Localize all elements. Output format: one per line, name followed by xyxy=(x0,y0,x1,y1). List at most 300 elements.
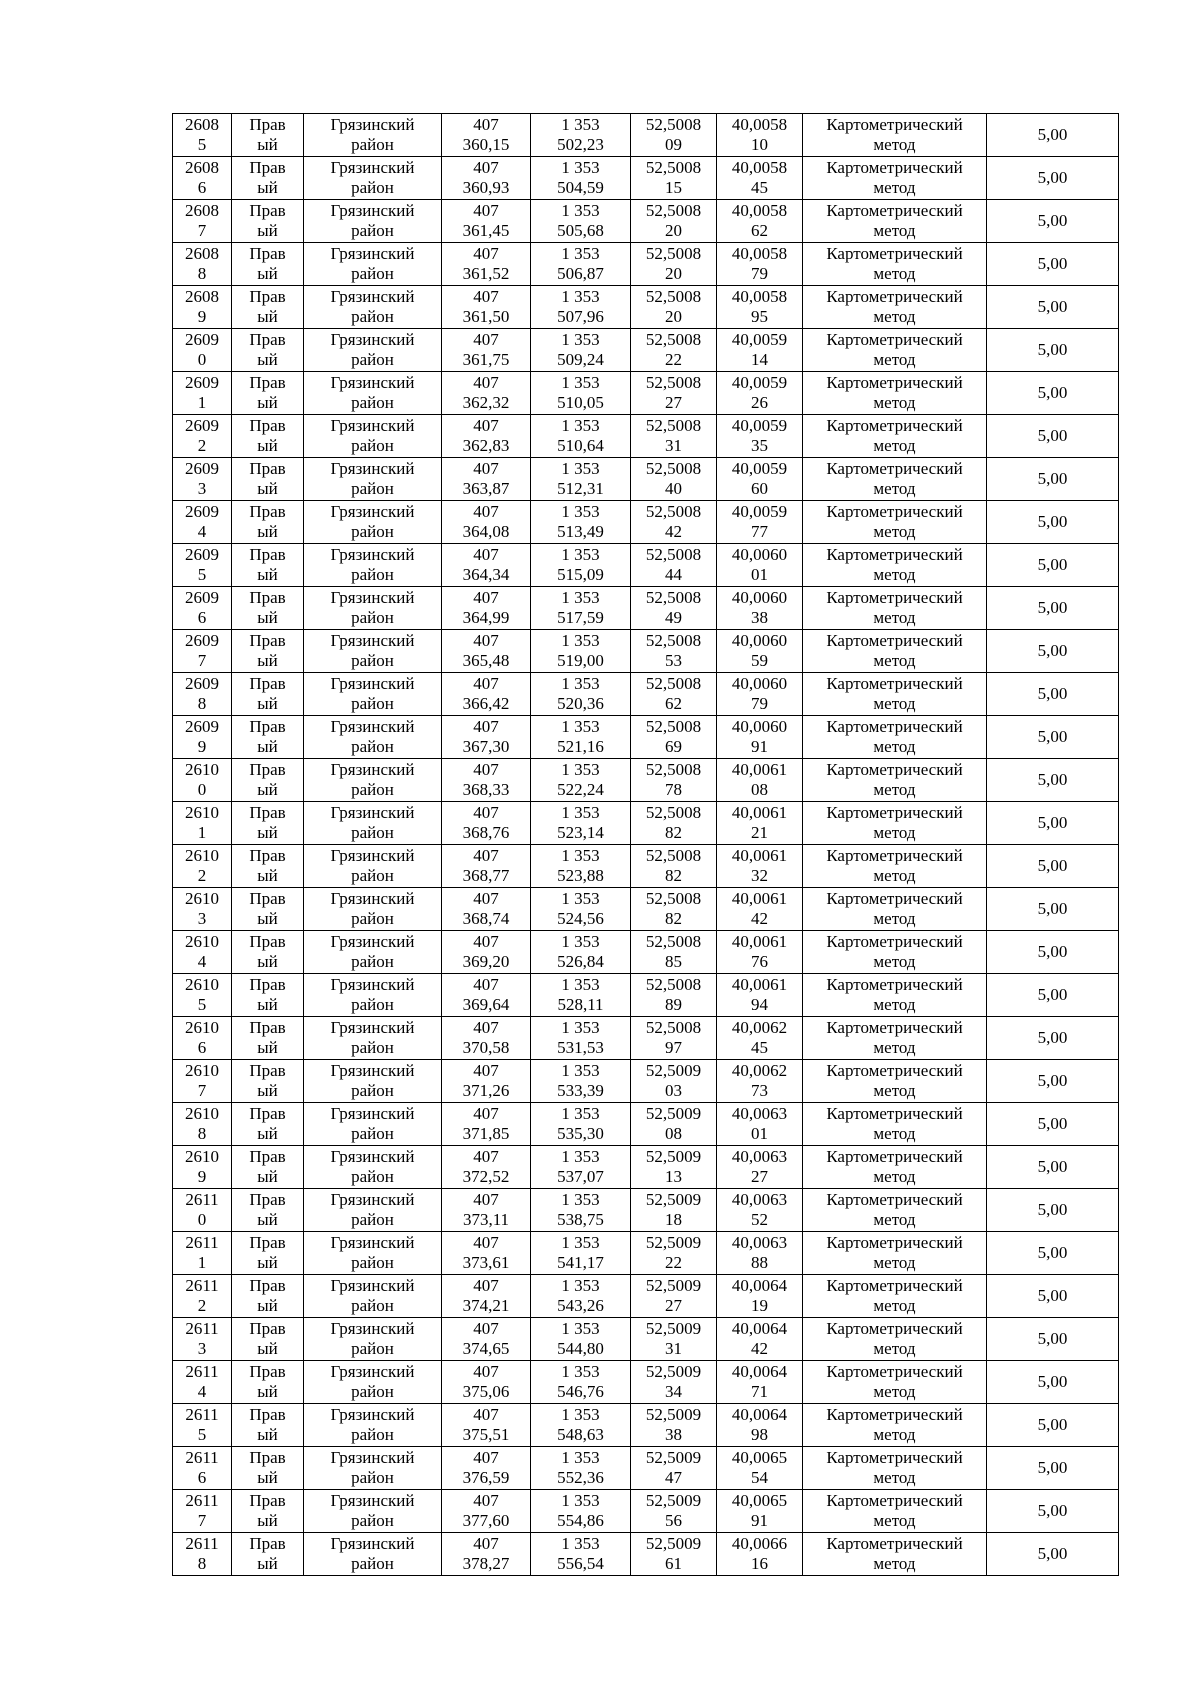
district-cell xyxy=(304,114,442,157)
longitude-cell-line: 10 xyxy=(751,135,768,154)
table-body xyxy=(173,114,1119,1576)
x-coordinate-cell xyxy=(442,243,531,286)
longitude-cell-line: 42 xyxy=(751,1339,768,1358)
side-cell-line: ый xyxy=(257,178,278,197)
district-cell xyxy=(304,243,442,286)
longitude-cell-line: 40,0058 xyxy=(731,201,788,220)
method-cell-line: Картометрический xyxy=(826,588,963,607)
longitude-cell xyxy=(717,1318,803,1361)
longitude-cell-line: 40,0060 xyxy=(731,717,788,736)
point-number-cell-line: 2609 xyxy=(185,502,219,521)
y-coordinate-cell-line: 520,36 xyxy=(557,694,604,713)
longitude-cell-line: 40,0063 xyxy=(731,1104,788,1123)
y-coordinate-cell-line: 509,24 xyxy=(557,350,604,369)
method-cell-line: метод xyxy=(873,307,916,326)
x-coordinate-cell-line: 361,50 xyxy=(462,307,510,326)
x-coordinate-cell xyxy=(442,157,531,200)
longitude-cell xyxy=(717,1189,803,1232)
method-cell xyxy=(803,759,987,802)
y-coordinate-cell-line: 506,87 xyxy=(557,264,604,283)
x-coordinate-cell-line: 407 xyxy=(473,1405,499,1424)
point-number-cell xyxy=(173,372,232,415)
side-cell xyxy=(232,802,304,845)
y-coordinate-cell xyxy=(531,1361,631,1404)
table-row xyxy=(173,1404,1119,1447)
district-cell xyxy=(304,544,442,587)
method-cell xyxy=(803,200,987,243)
x-coordinate-cell-line: 369,20 xyxy=(462,952,510,971)
point-number-cell xyxy=(173,458,232,501)
district-cell-line: Грязинский xyxy=(330,717,415,736)
side-cell xyxy=(232,286,304,329)
method-cell xyxy=(803,243,987,286)
side-cell xyxy=(232,888,304,931)
latitude-cell-line: 52,5008 xyxy=(645,975,702,994)
x-coordinate-cell-line: 361,75 xyxy=(462,350,510,369)
precision-cell: 5,00 xyxy=(987,1361,1119,1404)
latitude-cell-line: 27 xyxy=(665,393,682,412)
latitude-cell-line: 82 xyxy=(665,823,682,842)
point-number-cell-line: 2608 xyxy=(185,244,219,263)
y-coordinate-cell xyxy=(531,931,631,974)
x-coordinate-cell-line: 368,76 xyxy=(462,823,510,842)
method-cell xyxy=(803,630,987,673)
latitude-cell xyxy=(631,802,717,845)
y-coordinate-cell-line: 507,96 xyxy=(557,307,604,326)
precision-cell: 5,00 xyxy=(987,974,1119,1017)
longitude-cell-line: 40,0064 xyxy=(731,1362,788,1381)
latitude-cell-line: 13 xyxy=(665,1167,682,1186)
district-cell-line: Грязинский xyxy=(330,201,415,220)
y-coordinate-cell-line: 1 353 xyxy=(561,244,600,263)
point-number-cell-line: 2610 xyxy=(185,760,219,779)
side-cell-line: ый xyxy=(257,1253,278,1272)
point-number-cell-line: 2609 xyxy=(185,416,219,435)
method-cell-line: метод xyxy=(873,393,916,412)
x-coordinate-cell xyxy=(442,845,531,888)
y-coordinate-cell-line: 1 353 xyxy=(561,1018,600,1037)
method-cell-line: метод xyxy=(873,436,916,455)
x-coordinate-cell xyxy=(442,1275,531,1318)
table-row xyxy=(173,888,1119,931)
side-cell-line: Прав xyxy=(249,158,286,177)
x-coordinate-cell-line: 407 xyxy=(473,1448,499,1467)
method-cell-line: метод xyxy=(873,1511,916,1530)
method-cell xyxy=(803,974,987,1017)
method-cell-line: Картометрический xyxy=(826,760,963,779)
longitude-cell-line: 94 xyxy=(751,995,768,1014)
method-cell-line: Картометрический xyxy=(826,1061,963,1080)
latitude-cell-line: 52,5008 xyxy=(645,287,702,306)
longitude-cell-line: 40,0059 xyxy=(731,330,788,349)
longitude-cell-line: 59 xyxy=(751,651,768,670)
method-cell-line: метод xyxy=(873,1210,916,1229)
y-coordinate-cell xyxy=(531,458,631,501)
longitude-cell xyxy=(717,200,803,243)
side-cell-line: Прав xyxy=(249,201,286,220)
latitude-cell-line: 49 xyxy=(665,608,682,627)
method-cell-line: метод xyxy=(873,823,916,842)
district-cell-line: Грязинский xyxy=(330,932,415,951)
latitude-cell-line: 52,5009 xyxy=(645,1319,702,1338)
longitude-cell-line: 62 xyxy=(751,221,768,240)
point-number-cell-line: 4 xyxy=(197,952,207,971)
longitude-cell xyxy=(717,1533,803,1576)
method-cell xyxy=(803,114,987,157)
x-coordinate-cell-line: 368,77 xyxy=(462,866,510,885)
y-coordinate-cell-line: 1 353 xyxy=(561,1491,600,1510)
side-cell-line: ый xyxy=(257,1511,278,1530)
method-cell-line: Картометрический xyxy=(826,201,963,220)
latitude-cell xyxy=(631,888,717,931)
precision-cell: 5,00 xyxy=(987,716,1119,759)
side-cell-line: ый xyxy=(257,1339,278,1358)
longitude-cell-line: 40,0058 xyxy=(731,115,788,134)
point-number-cell xyxy=(173,759,232,802)
y-coordinate-cell-line: 1 353 xyxy=(561,631,600,650)
district-cell-line: Грязинский xyxy=(330,1104,415,1123)
side-cell-line: ый xyxy=(257,694,278,713)
y-coordinate-cell-line: 535,30 xyxy=(557,1124,604,1143)
table-row xyxy=(173,1232,1119,1275)
y-coordinate-cell xyxy=(531,1447,631,1490)
longitude-cell-line: 35 xyxy=(751,436,768,455)
point-number-cell xyxy=(173,1189,232,1232)
latitude-cell-line: 85 xyxy=(665,952,682,971)
point-number-cell-line: 9 xyxy=(197,307,207,326)
method-cell-line: метод xyxy=(873,1425,916,1444)
side-cell xyxy=(232,1146,304,1189)
district-cell-line: Грязинский xyxy=(330,1319,415,1338)
longitude-cell-line: 16 xyxy=(751,1554,768,1573)
district-cell xyxy=(304,458,442,501)
latitude-cell-line: 52,5008 xyxy=(645,631,702,650)
longitude-cell-line: 01 xyxy=(751,565,768,584)
district-cell-line: Грязинский xyxy=(330,760,415,779)
y-coordinate-cell-line: 521,16 xyxy=(557,737,604,756)
point-number-cell-line: 6 xyxy=(197,1038,207,1057)
point-number-cell xyxy=(173,501,232,544)
latitude-cell-line: 52,5009 xyxy=(645,1491,702,1510)
method-cell xyxy=(803,1318,987,1361)
latitude-cell-line: 03 xyxy=(665,1081,682,1100)
method-cell xyxy=(803,888,987,931)
point-number-cell xyxy=(173,415,232,458)
longitude-cell-line: 40,0063 xyxy=(731,1190,788,1209)
y-coordinate-cell-line: 1 353 xyxy=(561,803,600,822)
side-cell xyxy=(232,1533,304,1576)
method-cell-line: Картометрический xyxy=(826,1104,963,1123)
district-cell-line: район xyxy=(351,823,394,842)
latitude-cell-line: 34 xyxy=(665,1382,682,1401)
y-coordinate-cell xyxy=(531,1060,631,1103)
x-coordinate-cell-line: 407 xyxy=(473,1018,499,1037)
table-row xyxy=(173,1103,1119,1146)
y-coordinate-cell xyxy=(531,1017,631,1060)
precision-cell: 5,00 xyxy=(987,286,1119,329)
method-cell-line: метод xyxy=(873,178,916,197)
longitude-cell xyxy=(717,716,803,759)
point-number-cell xyxy=(173,1533,232,1576)
district-cell-line: Грязинский xyxy=(330,803,415,822)
latitude-cell-line: 52,5008 xyxy=(645,717,702,736)
latitude-cell-line: 22 xyxy=(665,1253,682,1272)
longitude-cell-line: 52 xyxy=(751,1210,768,1229)
side-cell xyxy=(232,501,304,544)
latitude-cell xyxy=(631,415,717,458)
latitude-cell-line: 08 xyxy=(665,1124,682,1143)
method-cell-line: метод xyxy=(873,694,916,713)
side-cell-line: ый xyxy=(257,823,278,842)
side-cell xyxy=(232,630,304,673)
longitude-cell xyxy=(717,1404,803,1447)
longitude-cell-line: 26 xyxy=(751,393,768,412)
district-cell-line: Грязинский xyxy=(330,416,415,435)
y-coordinate-cell-line: 1 353 xyxy=(561,1190,600,1209)
point-number-cell-line: 7 xyxy=(197,1081,207,1100)
district-cell xyxy=(304,415,442,458)
district-cell-line: район xyxy=(351,1210,394,1229)
table-row xyxy=(173,1533,1119,1576)
side-cell xyxy=(232,1404,304,1447)
latitude-cell xyxy=(631,286,717,329)
longitude-cell xyxy=(717,1060,803,1103)
precision-cell: 5,00 xyxy=(987,1103,1119,1146)
side-cell-line: ый xyxy=(257,1425,278,1444)
x-coordinate-cell-line: 365,48 xyxy=(462,651,510,670)
district-cell-line: Грязинский xyxy=(330,975,415,994)
precision-cell: 5,00 xyxy=(987,759,1119,802)
y-coordinate-cell xyxy=(531,587,631,630)
district-cell-line: Грязинский xyxy=(330,373,415,392)
y-coordinate-cell xyxy=(531,372,631,415)
y-coordinate-cell xyxy=(531,630,631,673)
method-cell-line: метод xyxy=(873,264,916,283)
x-coordinate-cell-line: 373,61 xyxy=(462,1253,510,1272)
side-cell-line: ый xyxy=(257,952,278,971)
x-coordinate-cell-line: 407 xyxy=(473,1233,499,1252)
y-coordinate-cell xyxy=(531,501,631,544)
y-coordinate-cell-line: 515,09 xyxy=(557,565,604,584)
district-cell-line: район xyxy=(351,909,394,928)
x-coordinate-cell xyxy=(442,1447,531,1490)
x-coordinate-cell-line: 373,11 xyxy=(462,1210,510,1229)
side-cell-line: Прав xyxy=(249,1147,286,1166)
x-coordinate-cell-line: 407 xyxy=(473,674,499,693)
precision-cell: 5,00 xyxy=(987,587,1119,630)
point-number-cell xyxy=(173,974,232,1017)
method-cell xyxy=(803,1017,987,1060)
method-cell-line: метод xyxy=(873,780,916,799)
district-cell-line: район xyxy=(351,1382,394,1401)
longitude-cell-line: 40,0062 xyxy=(731,1061,788,1080)
longitude-cell-line: 40,0058 xyxy=(731,158,788,177)
side-cell-line: Прав xyxy=(249,1491,286,1510)
point-number-cell xyxy=(173,114,232,157)
x-coordinate-cell-line: 366,42 xyxy=(462,694,510,713)
district-cell xyxy=(304,1146,442,1189)
y-coordinate-cell xyxy=(531,286,631,329)
district-cell-line: район xyxy=(351,651,394,670)
x-coordinate-cell-line: 407 xyxy=(473,1276,499,1295)
district-cell-line: Грязинский xyxy=(330,1362,415,1381)
point-number-cell xyxy=(173,1490,232,1533)
point-number-cell-line: 2611 xyxy=(185,1534,219,1553)
table-row xyxy=(173,845,1119,888)
latitude-cell xyxy=(631,1146,717,1189)
point-number-cell-line: 1 xyxy=(197,823,207,842)
latitude-cell-line: 38 xyxy=(665,1425,682,1444)
x-coordinate-cell-line: 407 xyxy=(473,975,499,994)
latitude-cell xyxy=(631,931,717,974)
district-cell xyxy=(304,372,442,415)
district-cell xyxy=(304,1103,442,1146)
point-number-cell-line: 2608 xyxy=(185,115,219,134)
latitude-cell-line: 52,5009 xyxy=(645,1405,702,1424)
side-cell-line: Прав xyxy=(249,717,286,736)
point-number-cell xyxy=(173,329,232,372)
side-cell xyxy=(232,1017,304,1060)
longitude-cell-line: 40,0060 xyxy=(731,588,788,607)
precision-cell: 5,00 xyxy=(987,673,1119,716)
district-cell xyxy=(304,845,442,888)
method-cell xyxy=(803,673,987,716)
point-number-cell-line: 2609 xyxy=(185,330,219,349)
latitude-cell-line: 52,5009 xyxy=(645,1104,702,1123)
point-number-cell-line: 5 xyxy=(197,565,207,584)
longitude-cell-line: 45 xyxy=(751,1038,768,1057)
longitude-cell-line: 40,0064 xyxy=(731,1405,788,1424)
longitude-cell xyxy=(717,759,803,802)
longitude-cell xyxy=(717,372,803,415)
method-cell-line: Картометрический xyxy=(826,1405,963,1424)
y-coordinate-cell xyxy=(531,544,631,587)
district-cell-line: Грязинский xyxy=(330,1233,415,1252)
precision-cell: 5,00 xyxy=(987,802,1119,845)
method-cell xyxy=(803,1361,987,1404)
point-number-cell xyxy=(173,931,232,974)
x-coordinate-cell xyxy=(442,286,531,329)
y-coordinate-cell-line: 1 353 xyxy=(561,1405,600,1424)
table-row xyxy=(173,1275,1119,1318)
x-coordinate-cell xyxy=(442,1103,531,1146)
longitude-cell-line: 76 xyxy=(751,952,768,971)
point-number-cell-line: 8 xyxy=(197,1124,207,1143)
latitude-cell-line: 89 xyxy=(665,995,682,1014)
method-cell-line: метод xyxy=(873,1468,916,1487)
latitude-cell xyxy=(631,243,717,286)
y-coordinate-cell-line: 543,26 xyxy=(557,1296,604,1315)
x-coordinate-cell-line: 371,85 xyxy=(462,1124,510,1143)
side-cell-line: Прав xyxy=(249,244,286,263)
method-cell xyxy=(803,802,987,845)
side-cell xyxy=(232,1318,304,1361)
x-coordinate-cell-line: 407 xyxy=(473,1362,499,1381)
point-number-cell-line: 1 xyxy=(197,1253,207,1272)
method-cell-line: метод xyxy=(873,1253,916,1272)
table-row xyxy=(173,1361,1119,1404)
method-cell xyxy=(803,1189,987,1232)
longitude-cell xyxy=(717,802,803,845)
y-coordinate-cell xyxy=(531,114,631,157)
y-coordinate-cell-line: 510,05 xyxy=(557,393,604,412)
district-cell-line: район xyxy=(351,1296,394,1315)
side-cell-line: ый xyxy=(257,737,278,756)
longitude-cell-line: 27 xyxy=(751,1167,768,1186)
point-number-cell-line: 2610 xyxy=(185,975,219,994)
y-coordinate-cell-line: 1 353 xyxy=(561,459,600,478)
table-row xyxy=(173,501,1119,544)
method-cell-line: метод xyxy=(873,608,916,627)
point-number-cell-line: 0 xyxy=(197,780,207,799)
latitude-cell xyxy=(631,716,717,759)
latitude-cell xyxy=(631,587,717,630)
y-coordinate-cell-line: 554,86 xyxy=(557,1511,604,1530)
method-cell-line: метод xyxy=(873,651,916,670)
district-cell xyxy=(304,1232,442,1275)
latitude-cell xyxy=(631,845,717,888)
side-cell-line: ый xyxy=(257,565,278,584)
district-cell-line: район xyxy=(351,307,394,326)
district-cell xyxy=(304,673,442,716)
y-coordinate-cell xyxy=(531,1404,631,1447)
y-coordinate-cell xyxy=(531,759,631,802)
side-cell xyxy=(232,974,304,1017)
x-coordinate-cell xyxy=(442,931,531,974)
table-row xyxy=(173,243,1119,286)
point-number-cell-line: 2 xyxy=(197,866,207,885)
district-cell xyxy=(304,200,442,243)
precision-cell: 5,00 xyxy=(987,1533,1119,1576)
precision-cell: 5,00 xyxy=(987,845,1119,888)
x-coordinate-cell-line: 407 xyxy=(473,846,499,865)
point-number-cell-line: 2610 xyxy=(185,1104,219,1123)
side-cell-line: Прав xyxy=(249,932,286,951)
district-cell-line: Грязинский xyxy=(330,1276,415,1295)
longitude-cell-line: 40,0063 xyxy=(731,1233,788,1252)
method-cell-line: Картометрический xyxy=(826,1233,963,1252)
district-cell-line: Грязинский xyxy=(330,545,415,564)
latitude-cell xyxy=(631,157,717,200)
latitude-cell xyxy=(631,200,717,243)
point-number-cell-line: 8 xyxy=(197,1554,207,1573)
y-coordinate-cell-line: 548,63 xyxy=(557,1425,604,1444)
latitude-cell-line: 53 xyxy=(665,651,682,670)
point-number-cell-line: 2609 xyxy=(185,545,219,564)
district-cell xyxy=(304,931,442,974)
longitude-cell-line: 14 xyxy=(751,350,768,369)
district-cell xyxy=(304,157,442,200)
latitude-cell xyxy=(631,372,717,415)
point-number-cell-line: 2609 xyxy=(185,373,219,392)
point-number-cell-line: 2609 xyxy=(185,717,219,736)
longitude-cell xyxy=(717,415,803,458)
latitude-cell-line: 42 xyxy=(665,522,682,541)
point-number-cell-line: 2611 xyxy=(185,1233,219,1252)
latitude-cell-line: 52,5008 xyxy=(645,158,702,177)
point-number-cell-line: 9 xyxy=(197,1167,207,1186)
longitude-cell-line: 08 xyxy=(751,780,768,799)
y-coordinate-cell-line: 1 353 xyxy=(561,1319,600,1338)
method-cell-line: Картометрический xyxy=(826,631,963,650)
longitude-cell xyxy=(717,974,803,1017)
point-number-cell-line: 2610 xyxy=(185,1018,219,1037)
point-number-cell xyxy=(173,200,232,243)
longitude-cell-line: 98 xyxy=(751,1425,768,1444)
y-coordinate-cell-line: 1 353 xyxy=(561,975,600,994)
side-cell-line: Прав xyxy=(249,1233,286,1252)
district-cell-line: Грязинский xyxy=(330,1448,415,1467)
